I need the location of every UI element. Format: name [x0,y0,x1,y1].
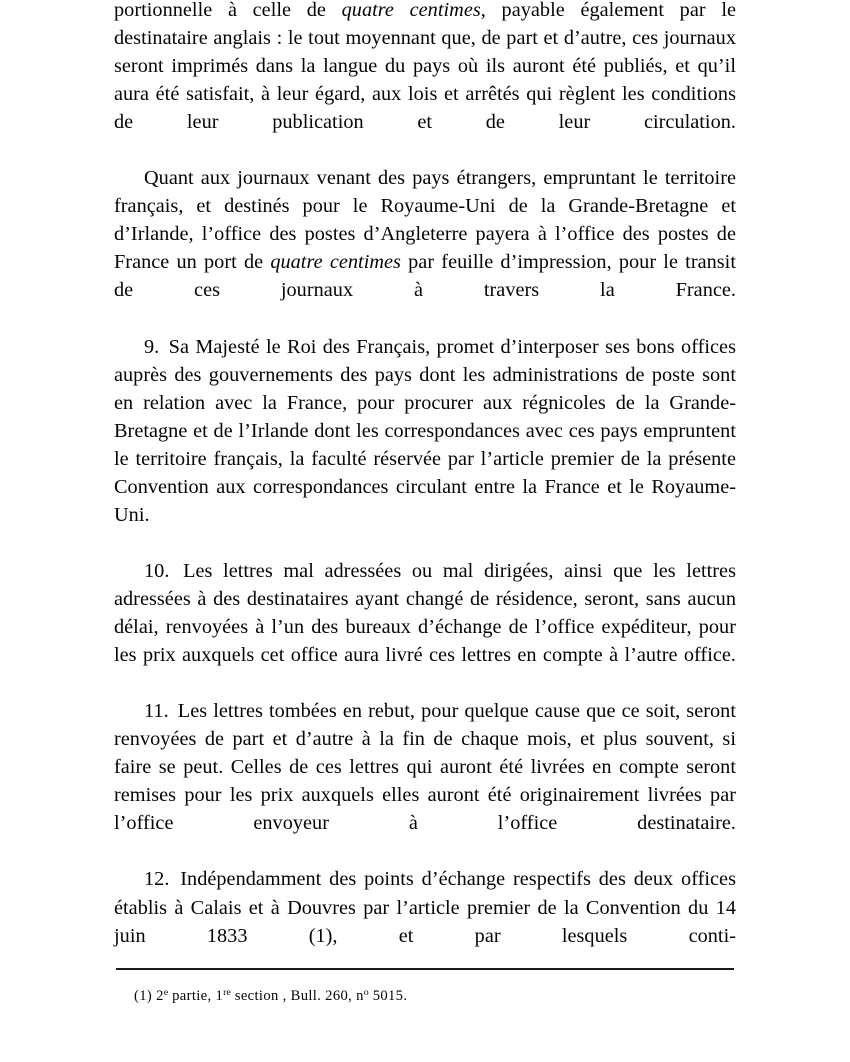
footnote-section-number: 1re [215,987,231,1005]
footnote-item-number: 5015. [372,988,408,1005]
footnote-area [116,968,736,1005]
paragraph-p-article-12 [114,865,736,977]
footnote-section-word: section [234,988,279,1005]
footnote-text [134,984,736,1005]
article-number: 9. [144,335,160,358]
footnote-bulletin-label: Bull. [290,988,322,1005]
footnote-part-word: partie, [172,988,212,1005]
article-number: 12. [144,868,170,891]
paragraph-p-article-9 [114,333,736,557]
footnote-item-label: $n^o$ [356,987,369,1005]
body-text: portionnelle à celle de [114,0,342,21]
body-text: , payable également par le destinataire anglais : le tout moyennant que, de part et d’autre, ces journaux seront imprimés dans la langue du pays où ils auront été publiés, et qu’il aura été satisfait, à leur égard, aux lois et arrêtés qui règlent les conditions de leur publication et de leur circulation. [114,0,736,134]
text-column [114,0,736,978]
footnote-part-number: 2e [156,987,169,1005]
body-text: Sa Majesté le Roi des Français, promet d’interposer ses bons offices auprès des gouvernements des pays dont les administrations de poste sont en relation avec la France, pour procurer aux régnicoles de la Grande-Bretagne et de l’Irlande dont les correspondances avec ces pays empruntent le territoire français, la faculté réservée par l’article premier de la présente Convention aux correspondances circulant entre la France et le Royaume-Uni. [114,335,736,526]
article-number: 11. [144,700,169,723]
emphasis-text: quatre centimes [341,0,481,21]
body-text: Les lettres mal adressées ou mal dirigées, ainsi que les lettres adressées à des destinataires ayant changé de résidence, seront, sans aucun délai, renvoyées à l’un des bureaux d’échange de l’office expéditeur, pour les prix auxquels cet office aura livré ces lettres en compte à l’autre office. [114,559,736,667]
footnote-item-ordinal-suffix: o [363,987,369,998]
footnote-bulletin-number: 260, [325,988,353,1005]
body-text: Les lettres tombées en rebut, pour quelque cause que ce soit, seront renvoyées de part et d’autre à la fin de chaque mois, et plus souvent, si faire se peut. Celles de ces lettres qui auront été livrées en compte seront remises pour les prix auxquels elles auront été originairement livrées par l’office envoyeur à l’office destinataire. [114,700,736,835]
footnote-section-ordinal-suffix: re [223,987,231,998]
footnote-separator-rule [116,968,734,970]
paragraph-p-article-10 [114,557,736,697]
body-text: par feuille d’impression, pour le transit de ces journaux à travers la France. [114,251,736,302]
body-text: Indépendamment des points d’échange respectifs des deux offices établis à Calais et à Douvres par l’article premier de la Convention du 14 juin 1833 (1), et par lesquels conti- [114,868,736,947]
article-number: 10. [144,559,170,582]
emphasis-text: quatre centimes [270,251,401,274]
footnote-part-ordinal-suffix: e [163,987,169,998]
footnote-comma: , [282,988,287,1005]
body-text: Quant aux journaux venant des pays étrangers, empruntant le territoire français, et destinés pour le Royaume-Uni de la Grande-Bretagne et d’Irlande, l’office des postes d’Angleterre payera à l’office des postes de France un port de [114,167,736,274]
paragraph-p-continuation [114,0,736,164]
paragraph-p-quant-aux-journaux [114,164,736,332]
paragraph-p-article-11 [114,697,736,865]
footnote-marker: (1) [134,988,153,1005]
